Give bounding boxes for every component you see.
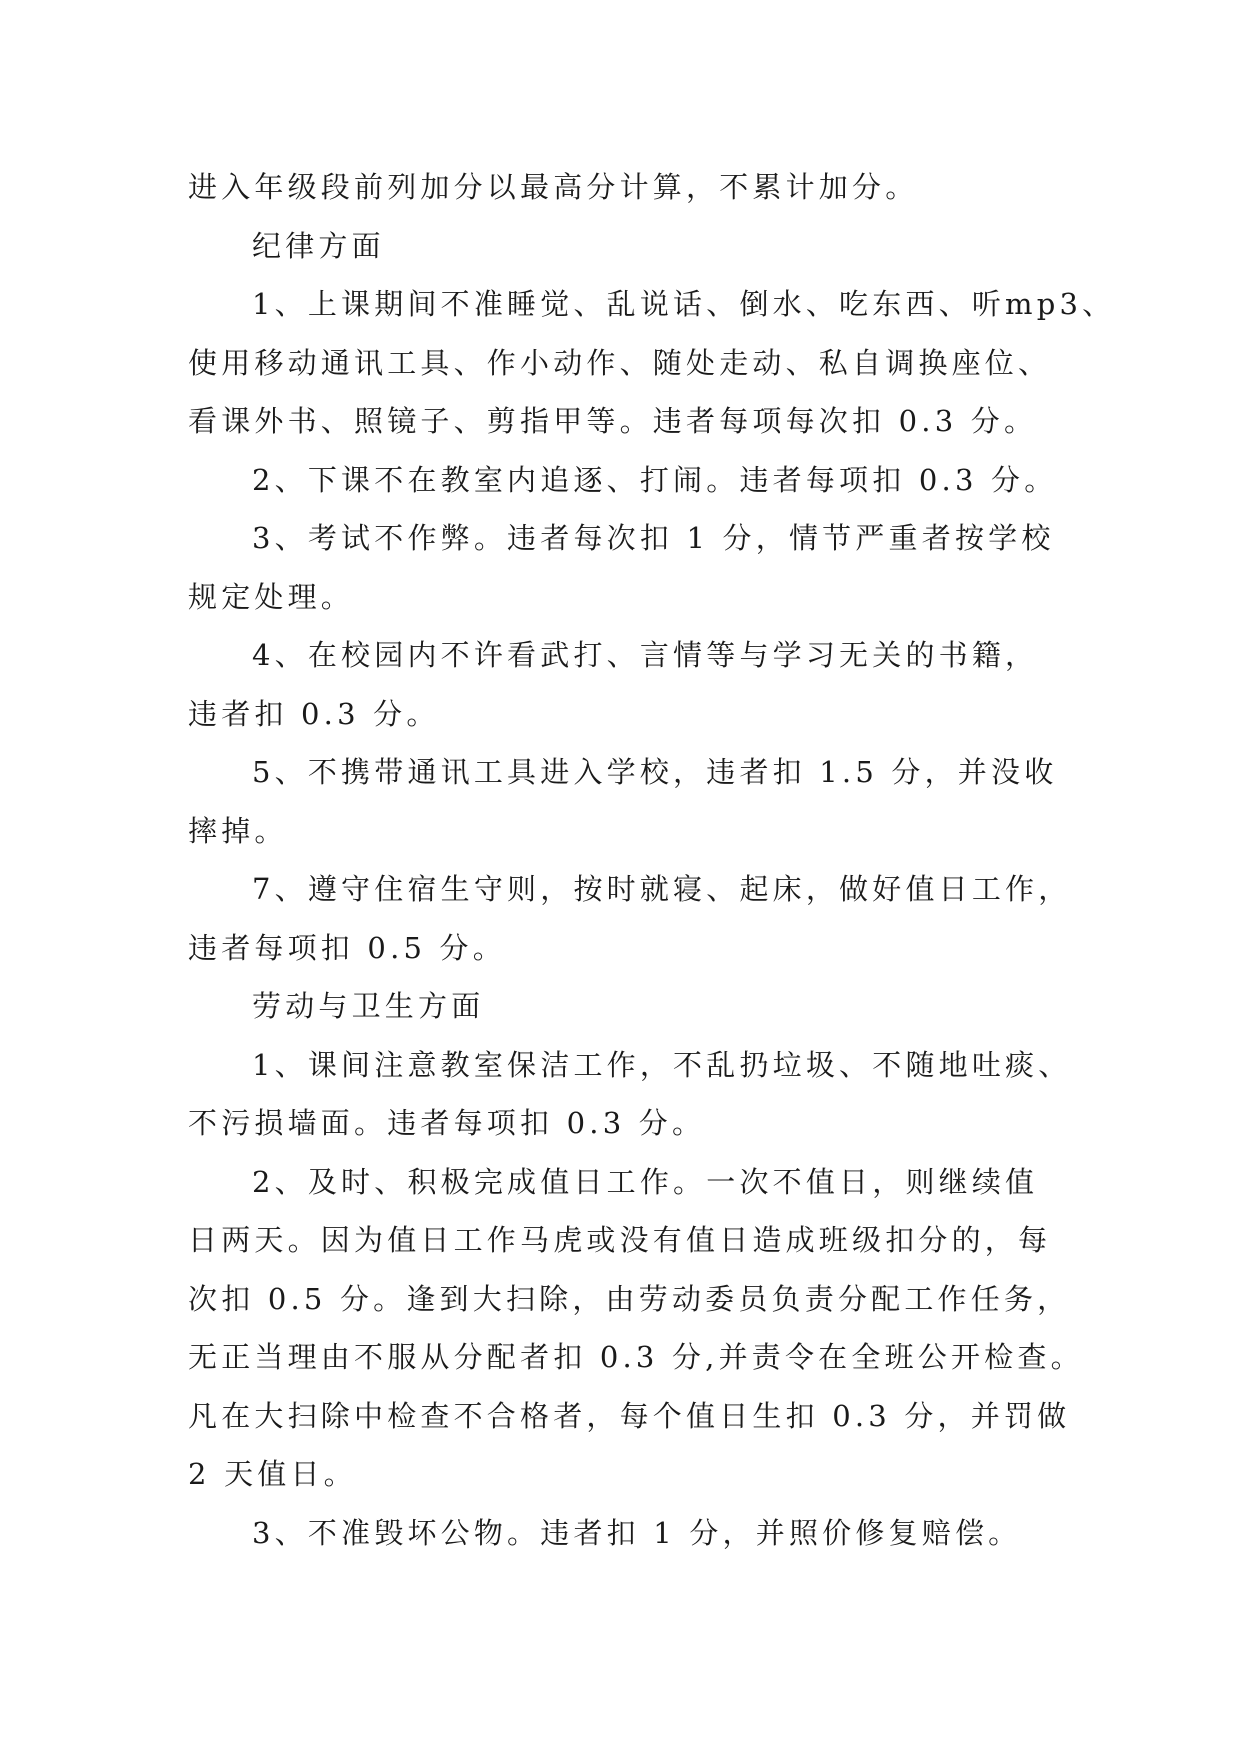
text-line-16: 1、课间注意教室保洁工作，不乱扔垃圾、不随地吐痰、: [252, 1047, 1072, 1082]
text-line-14: 违者每项扣 0.5 分。: [188, 930, 506, 965]
document-body: [188, 158, 1116, 1562]
text-line-3: 1、上课期间不准睡觉、乱说话、倒水、吃东西、听mp3、: [252, 287, 1116, 321]
text-line-11: 5、不携带通讯工具进入学校，违者扣 1.5 分，并没收: [252, 755, 1058, 789]
text-line-22: 凡在大扫除中检查不合格者，每个值日生扣 0.3 分，并罚做: [188, 1398, 1071, 1433]
text-line-8: 规定处理。: [188, 579, 355, 614]
text-line-20: 次扣 0.5 分。逢到大扫除，由劳动委员负责分配工作任务，: [188, 1281, 1071, 1316]
text-line-10: 违者扣 0.3 分。: [188, 696, 440, 731]
text-line-19: 日两天。因为值日工作马虎或没有值日造成班级扣分的，每: [188, 1223, 1052, 1257]
text-line-1: 进入年级段前列加分以最高分计算，不累计加分。: [188, 170, 919, 204]
text-line-12: 摔掉。: [188, 813, 288, 848]
section-heading-discipline: 纪律方面: [252, 228, 385, 263]
text-line-13: 7、遵守住宿生守则，按时就寝、起床，做好值日工作，: [252, 872, 1072, 906]
text-line-23: 2 天值日。: [188, 1457, 357, 1491]
text-line-17: 不污损墙面。违者每项扣 0.3 分。: [188, 1106, 706, 1140]
text-line-21: 无正当理由不服从分配者扣 0.3 分,并责令在全班公开检查。: [188, 1340, 1084, 1374]
text-line-5: 看课外书、照镜子、剪指甲等。违者每项每次扣 0.3 分。: [188, 404, 1038, 438]
section-heading-labor-hygiene: 劳动与卫生方面: [252, 989, 485, 1023]
text-line-4: 使用移动通讯工具、作小动作、随处走动、私自调换座位、: [188, 345, 1052, 380]
text-line-9: 4、在校园内不许看武打、言情等与学习无关的书籍，: [252, 638, 1039, 672]
text-line-24: 3、不准毁坏公物。违者扣 1 分，并照价修复赔偿。: [252, 1515, 1022, 1550]
text-line-18: 2、及时、积极完成值日工作。一次不值日，则继续值: [252, 1164, 1039, 1199]
text-line-7: 3、考试不作弊。违者每次扣 1 分，情节严重者按学校: [252, 521, 1055, 555]
text-line-6: 2、下课不在教室内追逐、打闹。违者每项扣 0.3 分。: [252, 462, 1058, 497]
